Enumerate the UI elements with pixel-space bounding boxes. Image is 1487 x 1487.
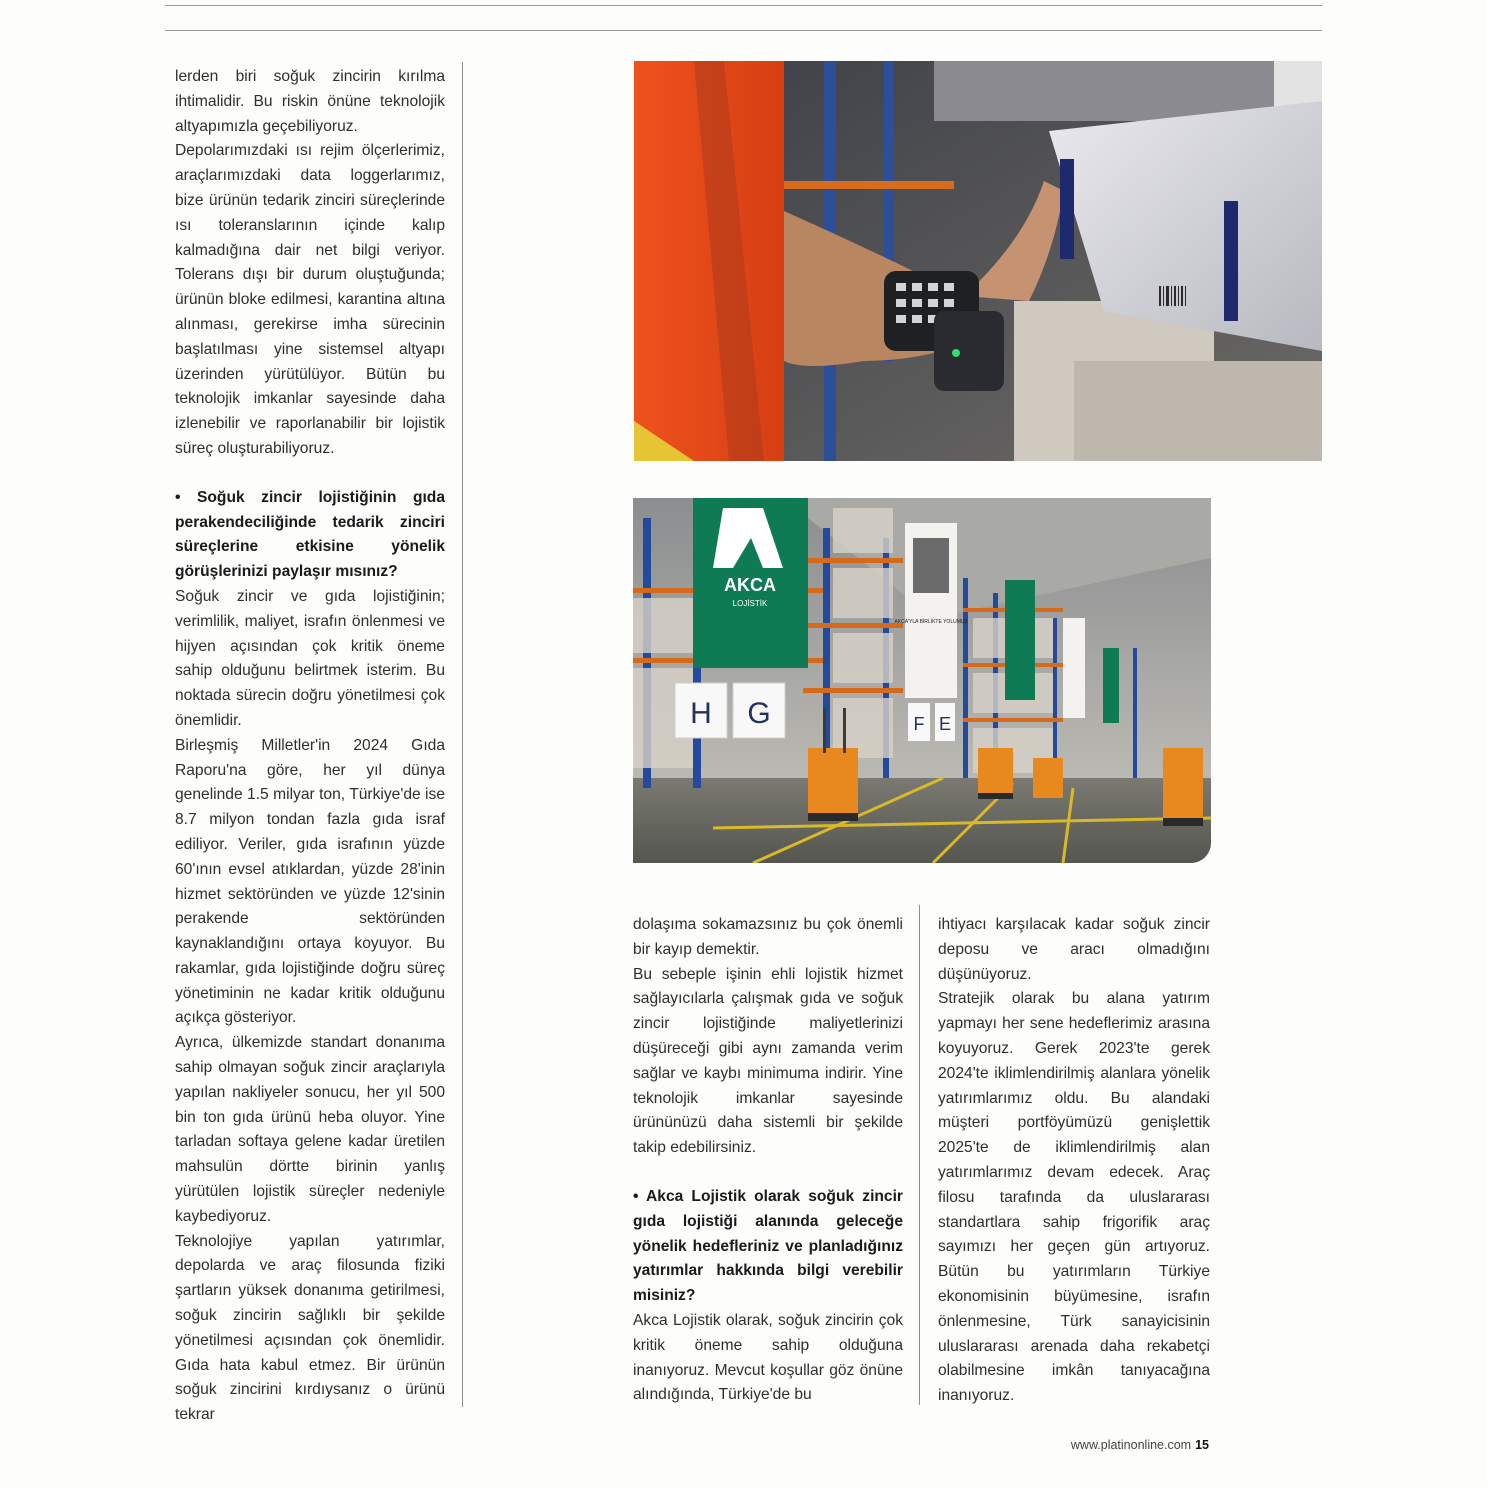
aisle-label-f: F — [913, 714, 925, 734]
paragraph: lerden biri soğuk zincirin kırılma ihtimalidir. Bu riskin önüne teknolojik altyapımızla geçebiliyoruz. — [175, 68, 445, 135]
paragraph: Depolarımızdaki ısı rejim ölçerlerimiz, araçlarımızdaki data loggerlarımız, bize ürünün tedarik zinciri süreçlerinde ısı toleranslarının içinde kalıp kalmadığına dair net bilgi veriyor. Tolerans dışı bir durum oluştuğunda; ürünün bloke edilmesi, karantina altına alınması, gerekirse imha sürecinin başlatılması yine sistemsel altyapı üzerinden yürütülüyor. Bütün bu teknolojik imkanlar sayesinde daha izlenebilir ve raporlanabilir bir lojistik süreç oluşturabiliyoruz. — [175, 142, 445, 457]
paragraph: Stratejik olarak bu alana yatırım yapmayı her sene hedeflerimiz arasına koyuyoruz. Gerek 2023'te gerek 2024'te iklimlendirilmiş alanlara yönelik yatırımlarımız oldu. Bu alandaki müşteri portföyümüzü genişlettik 2025'te de iklimlendirilmiş alan yatırımlarımız devam edecek. Araç filosu tarafında da uluslararası standartlara sahip frigorifik araç sayımızı her geçen gün artıyoruz. Bütün bu yatırımların Türkiye ekonomisinin büyümesine, israfın önlenmesine, Türk sanayicisinin uluslararası arenada daha rekabetçi olabilmesine imkân tanıyacağına inanıyoruz. — [938, 990, 1210, 1405]
interview-question: • Soğuk zincir lojistiğinin gıda perakendeciliğinde tedarik zinciri süreçlerine etkisine yönelik görüşlerinizi paylaşır mısınız? — [175, 488, 445, 581]
page-footer — [1071, 1438, 1209, 1452]
paragraph: Soğuk zincir ve gıda lojistiğinin; verimlilik, maliyet, israfın önlenmesi ve hijyen açısından çok kritik öneme sahip olduğunu belirtmek isterim. Bu noktada sürecin doğru yönetilmesi çok önemlidir. — [175, 587, 445, 729]
paragraph: Ayrıca, ülkemizde standart donanıma sahip olmayan soğuk zincir araçlarıyla yapılan nakliyeler sonucu, her yıl 500 bin ton gıda ürünü heba oluyor. Yine tarladan softaya gelene kadar üretilen mahsulün dörtte birinin yanlış yürütülen lojistik süreçler nedeniyle kaybediyoruz. — [175, 1034, 445, 1225]
akca-brand-subtext: LOJİSTİK — [732, 599, 768, 608]
paragraph: ihtiyacı karşılacak kadar soğuk zincir deposu ve aracı olmadığını düşünüyoruz. — [938, 916, 1210, 983]
aisle-label-g: G — [747, 697, 771, 730]
aisle-label-e: E — [938, 714, 952, 734]
banner-slogan: AKCA'YLA BİRLİKTE YOLUMUZ — [894, 619, 968, 625]
page-number: 15 — [1195, 1438, 1209, 1452]
paragraph: Teknolojiye yapılan yatırımlar, depolarda ve araç filosunda fiziki şartların yüksek donanıma getirilmesi, soğuk zincirin sağlıklı bir şekilde yönetilmesi açısından çok önemlidir. Gıda hata kabul etmez. Bir ürünün soğuk zincirini kırdıysanız o ürünü tekrar — [175, 1232, 445, 1424]
aisle-label-h: H — [690, 697, 712, 730]
photo-warehouse — [633, 498, 1211, 863]
article-column-1 — [175, 65, 445, 1428]
paragraph: Akca Lojistik olarak, soğuk zincirin çok kritik öneme sahip olduğuna inanıyoruz. Mevcut koşullar göz önüne alındığında, Türkiye'de bu — [633, 1311, 903, 1404]
photo-wrist-scanner — [634, 61, 1322, 461]
article-column-3 — [938, 913, 1210, 1409]
paragraph: Bu sebeple işinin ehli lojistik hizmet sağlayıcılarla çalışmak gıda ve soğuk zincir lojistiğinde maliyetlerinizi düşüreceği gibi aynı zamanda verim sağlar ve kaybı minimuma indirir. Yine teknolojik imkanlar sayesinde ürününüzü daha sistemli bir şekilde takip edebilirsiniz. — [633, 965, 903, 1157]
article-column-2 — [633, 913, 903, 1408]
top-rule — [165, 5, 1322, 6]
akca-brand-text: AKCA — [724, 575, 776, 595]
header-rule — [165, 30, 1322, 31]
column-divider — [919, 905, 920, 1405]
column-divider — [462, 62, 463, 1407]
footer-url: www.platinonline.com — [1070, 1438, 1192, 1452]
paragraph: Birleşmiş Milletler'in 2024 Gıda Raporu'na göre, her yıl dünya genelinde 1.5 milyar ton, Türkiye'de ise 8.7 milyon tondan fazla gıda israf ediliyor. Veriler, gıda israfının yüzde 60'ının evsel atıklardan, yüzde 28'inin hizmet sektöründen ve yüzde 12'sinin perakende sektöründen kaynaklandığını ortaya koyuyor. Bu rakamlar, gıda lojistiğinde doğru süreç yönetiminin ne kadar kritik olduğunu açıkça gösteriyor. — [175, 736, 445, 1027]
paragraph: dolaşıma sokamazsınız bu çok önemli bir kayıp demektir. — [633, 916, 903, 958]
interview-question: • Akca Lojistik olarak soğuk zincir gıda lojistiği alanında geleceğe yönelik hedefleriniz ve planladığınız yatırımlar hakkında bilgi verebilir misiniz? — [633, 1187, 903, 1305]
